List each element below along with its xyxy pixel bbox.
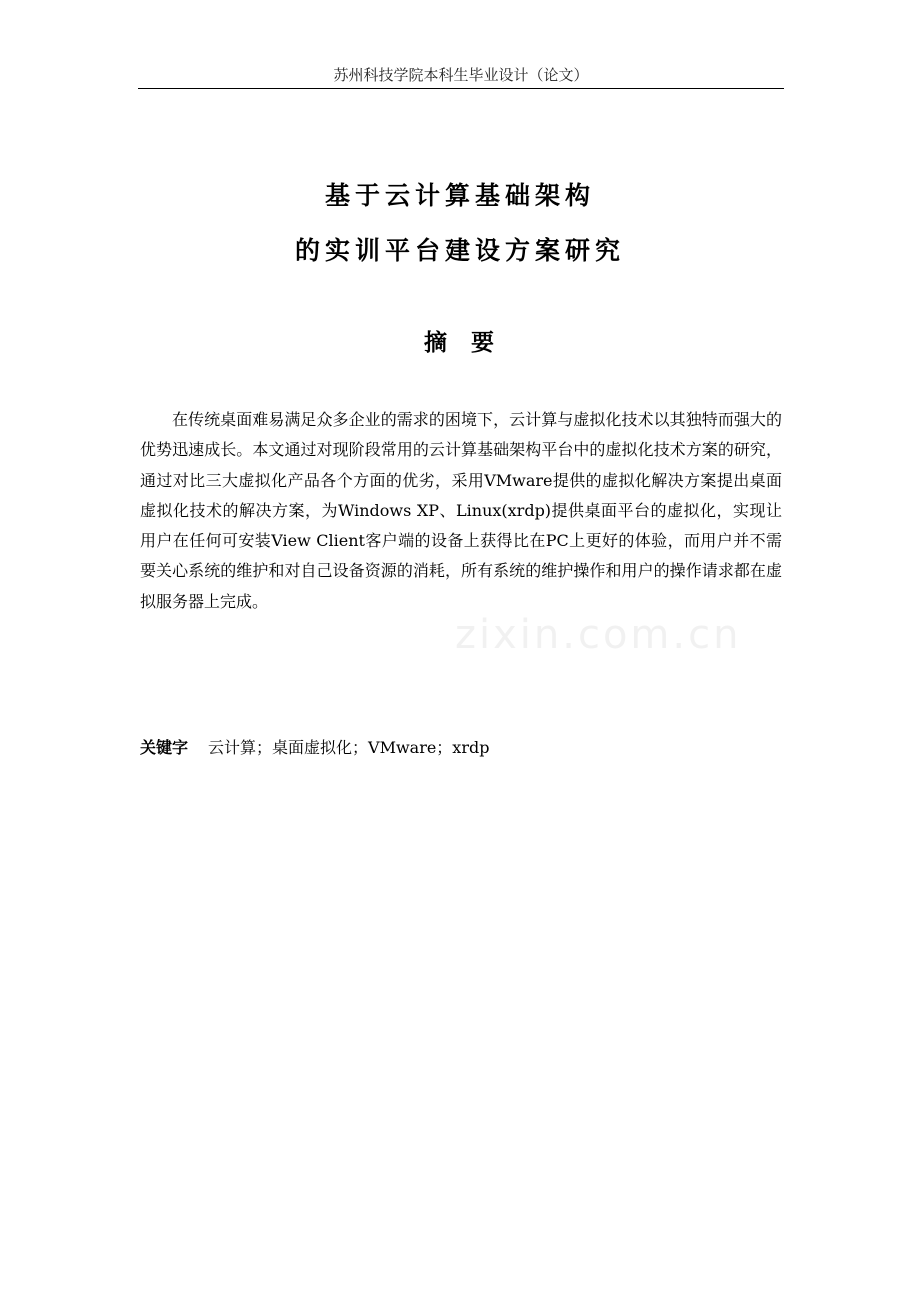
thesis-title-line-1: 基于云计算基础架构	[324, 181, 595, 210]
keywords-value: 云计算；桌面虚拟化；VMware；xrdp	[208, 738, 490, 757]
abstract-heading-char-2: 要	[471, 330, 496, 356]
keywords-label: 关键字	[140, 738, 189, 757]
abstract-heading	[0, 328, 920, 358]
header-rule	[138, 88, 784, 89]
watermark: zixin.com.cn	[455, 612, 742, 658]
abstract-body: 在传统桌面难易满足众多企业的需求的困境下，云计算与虚拟化技术以其独特而强大的优势迅速成长。本文通过对现阶段常用的云计算基础架构平台中的虚拟化技术方案的研究，通过对比三大虚拟化产品各个方面的优劣，采用VMware提供的虚拟化解决方案提出桌面虚拟化技术的解决方案，为Windows XP、Linux(xrdp)提供桌面平台的虚拟化，实现让用户在任何可安装View Client客户端的设备上获得比在PC上更好的体验，而用户并不需要关心系统的维护和对自己设备资源的消耗，所有系统的维护操作和用户的操作请求都在虚拟服务器上完成。	[140, 410, 782, 611]
running-header: 苏州科技学院本科生毕业设计（论文）	[333, 66, 589, 84]
keywords-line	[140, 733, 782, 763]
abstract-heading-char-1: 摘	[424, 330, 449, 356]
thesis-title-line-2: 的实训平台建设方案研究	[294, 236, 625, 265]
